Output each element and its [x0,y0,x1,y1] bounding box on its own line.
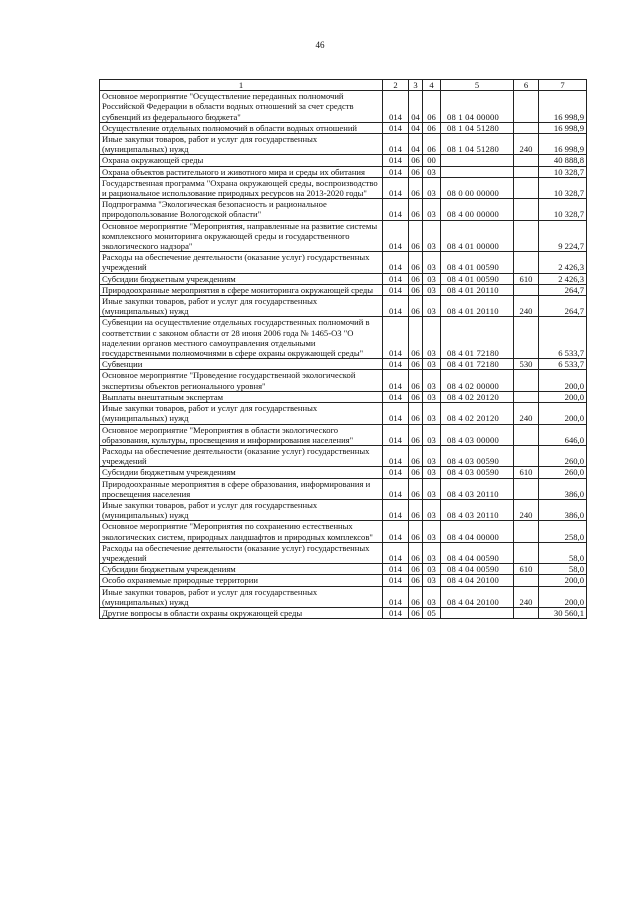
expense-type-cell [514,575,539,586]
subsection-cell: 03 [423,166,441,177]
ministry-code-cell: 014 [383,586,409,607]
row-name-cell: Субсидии бюджетным учреждениям [100,564,383,575]
section-cell: 04 [409,91,423,123]
row-name-cell: Основное мероприятие "Осуществление переданных полномочий Российской Федерации в области водных отношений за счет средств субвенций из федерального бюджета" [100,91,383,123]
target-code-cell: 08 4 03 00590 [441,467,514,478]
target-code-cell: 08 4 01 00590 [441,252,514,273]
ministry-code-cell: 014 [383,296,409,317]
row-name-cell: Особо охраняемые природные территории [100,575,383,586]
amount-cell: 2 426,3 [539,273,587,284]
row-name-cell: Иные закупки товаров, работ и услуг для государственных (муниципальных) нужд [100,134,383,155]
ministry-code-cell: 014 [383,359,409,370]
ministry-code-cell: 014 [383,370,409,391]
target-code-cell: 08 4 01 00590 [441,273,514,284]
table-row [100,296,587,317]
ministry-code-cell: 014 [383,273,409,284]
target-code-cell: 08 4 02 00000 [441,370,514,391]
subsection-cell: 03 [423,445,441,466]
ministry-code-cell: 014 [383,424,409,445]
subsection-cell: 03 [423,177,441,198]
section-cell: 06 [409,199,423,220]
table-row [100,478,587,499]
row-name-cell: Субсидии бюджетным учреждениям [100,467,383,478]
table-row [100,122,587,133]
target-code-cell: 08 4 04 00000 [441,521,514,542]
target-code-cell: 08 4 01 72180 [441,359,514,370]
amount-cell: 10 328,7 [539,166,587,177]
target-code-cell [441,607,514,618]
table-row [100,252,587,273]
row-name-cell: Иные закупки товаров, работ и услуг для государственных (муниципальных) нужд [100,403,383,424]
ministry-code-cell: 014 [383,575,409,586]
section-cell: 06 [409,478,423,499]
section-cell: 06 [409,424,423,445]
subsection-cell: 03 [423,478,441,499]
ministry-code-cell: 014 [383,521,409,542]
target-code-cell: 08 4 01 20110 [441,296,514,317]
amount-cell: 646,0 [539,424,587,445]
section-cell: 04 [409,134,423,155]
table-row [100,542,587,563]
table-row [100,91,587,123]
table-row [100,521,587,542]
expense-type-cell: 240 [514,134,539,155]
amount-cell: 10 328,7 [539,199,587,220]
ministry-code-cell: 014 [383,542,409,563]
row-name-cell: Другие вопросы в области охраны окружающей среды [100,607,383,618]
amount-cell: 200,0 [539,391,587,402]
expense-type-cell [514,542,539,563]
target-code-cell: 08 4 04 00590 [441,564,514,575]
row-name-cell: Расходы на обеспечение деятельности (оказание услуг) государственных учреждений [100,445,383,466]
target-code-cell: 08 4 03 20110 [441,499,514,520]
subsection-cell: 03 [423,317,441,359]
table-row [100,499,587,520]
row-name-cell: Расходы на обеспечение деятельности (оказание услуг) государственных учреждений [100,252,383,273]
subsection-cell: 03 [423,370,441,391]
amount-cell: 10 328,7 [539,177,587,198]
ministry-code-cell: 014 [383,134,409,155]
subsection-cell: 03 [423,220,441,252]
target-code-cell: 08 1 04 00000 [441,91,514,123]
target-code-cell [441,155,514,166]
subsection-cell: 06 [423,122,441,133]
section-cell: 06 [409,220,423,252]
expense-type-cell: 610 [514,467,539,478]
table-row [100,403,587,424]
subsection-cell: 03 [423,586,441,607]
target-code-cell: 08 0 00 00000 [441,177,514,198]
subsection-cell: 03 [423,542,441,563]
expense-type-cell: 530 [514,359,539,370]
ministry-code-cell: 014 [383,467,409,478]
section-cell: 06 [409,296,423,317]
subsection-cell: 03 [423,575,441,586]
amount-cell: 58,0 [539,542,587,563]
ministry-code-cell: 014 [383,91,409,123]
subsection-cell: 00 [423,155,441,166]
target-code-cell: 08 4 00 00000 [441,199,514,220]
section-cell: 06 [409,252,423,273]
expense-type-cell [514,391,539,402]
section-cell: 06 [409,284,423,295]
table-row [100,424,587,445]
table-row [100,155,587,166]
table-row [100,467,587,478]
section-cell: 06 [409,273,423,284]
row-name-cell: Основное мероприятие "Мероприятия, направленные на развитие системы комплексного мониторинга окружающей среды и государственного экологического надзора" [100,220,383,252]
subsection-cell: 03 [423,359,441,370]
section-cell: 06 [409,607,423,618]
expense-type-cell: 610 [514,273,539,284]
header-cell: 7 [539,80,587,91]
header-cell: 3 [409,80,423,91]
header-cell: 2 [383,80,409,91]
subsection-cell: 03 [423,521,441,542]
amount-cell: 16 998,9 [539,91,587,123]
table-row [100,317,587,359]
section-cell: 06 [409,403,423,424]
table-row [100,445,587,466]
section-cell: 06 [409,445,423,466]
expense-type-cell [514,478,539,499]
subsection-cell: 03 [423,564,441,575]
page-number: 46 [315,40,325,50]
target-code-cell: 08 4 01 00000 [441,220,514,252]
amount-cell: 58,0 [539,564,587,575]
expense-type-cell [514,91,539,123]
subsection-cell: 03 [423,199,441,220]
table-row [100,575,587,586]
target-code-cell: 08 4 04 20100 [441,586,514,607]
target-code-cell [441,166,514,177]
budget-table [99,79,587,619]
amount-cell: 200,0 [539,575,587,586]
section-cell: 06 [409,499,423,520]
expense-type-cell: 240 [514,586,539,607]
target-code-cell: 08 4 03 00000 [441,424,514,445]
table-row [100,273,587,284]
table-row [100,177,587,198]
target-code-cell: 08 4 01 72180 [441,317,514,359]
row-name-cell: Иные закупки товаров, работ и услуг для государственных (муниципальных) нужд [100,296,383,317]
target-code-cell: 08 4 04 20100 [441,575,514,586]
target-code-cell: 08 4 02 20120 [441,391,514,402]
row-name-cell: Природоохранные мероприятия в сфере образования, информирования и просвещения населения [100,478,383,499]
amount-cell: 6 533,7 [539,359,587,370]
expense-type-cell [514,317,539,359]
subsection-cell: 03 [423,403,441,424]
amount-cell: 16 998,9 [539,122,587,133]
table-row [100,220,587,252]
amount-cell: 6 533,7 [539,317,587,359]
subsection-cell: 03 [423,424,441,445]
amount-cell: 386,0 [539,478,587,499]
ministry-code-cell: 014 [383,155,409,166]
section-cell: 04 [409,122,423,133]
amount-cell: 200,0 [539,403,587,424]
section-cell: 06 [409,564,423,575]
target-code-cell: 08 4 01 20110 [441,284,514,295]
expense-type-cell [514,607,539,618]
table-header-row [100,80,587,91]
amount-cell: 200,0 [539,586,587,607]
amount-cell: 260,0 [539,445,587,466]
expense-type-cell [514,166,539,177]
expense-type-cell: 240 [514,499,539,520]
section-cell: 06 [409,317,423,359]
section-cell: 06 [409,521,423,542]
row-name-cell: Государственная программа "Охрана окружающей среды, воспроизводство и рациональное использование природных ресурсов на 2013-2020 годы" [100,177,383,198]
section-cell: 06 [409,359,423,370]
ministry-code-cell: 014 [383,166,409,177]
row-name-cell: Основное мероприятие "Проведение государственной экологической экспертизы объектов регионального уровня" [100,370,383,391]
row-name-cell: Охрана окружающей среды [100,155,383,166]
subsection-cell: 03 [423,284,441,295]
target-code-cell: 08 1 04 51280 [441,134,514,155]
target-code-cell: 08 4 02 20120 [441,403,514,424]
row-name-cell: Субсидии бюджетным учреждениям [100,273,383,284]
section-cell: 06 [409,391,423,402]
subsection-cell: 03 [423,296,441,317]
expense-type-cell [514,424,539,445]
expense-type-cell [514,521,539,542]
ministry-code-cell: 014 [383,478,409,499]
amount-cell: 9 224,7 [539,220,587,252]
expense-type-cell [514,155,539,166]
subsection-cell: 03 [423,252,441,273]
ministry-code-cell: 014 [383,252,409,273]
table-row [100,370,587,391]
ministry-code-cell: 014 [383,499,409,520]
subsection-cell: 03 [423,391,441,402]
ministry-code-cell: 014 [383,403,409,424]
expense-type-cell: 610 [514,564,539,575]
section-cell: 06 [409,542,423,563]
expense-type-cell [514,252,539,273]
expense-type-cell [514,177,539,198]
expense-type-cell [514,370,539,391]
subsection-cell: 06 [423,134,441,155]
subsection-cell: 03 [423,499,441,520]
table-row [100,199,587,220]
row-name-cell: Иные закупки товаров, работ и услуг для государственных (муниципальных) нужд [100,586,383,607]
table-row [100,166,587,177]
amount-cell: 30 560,1 [539,607,587,618]
expense-type-cell: 240 [514,403,539,424]
ministry-code-cell: 014 [383,564,409,575]
target-code-cell: 08 4 03 20110 [441,478,514,499]
row-name-cell: Субвенции [100,359,383,370]
header-cell: 6 [514,80,539,91]
row-name-cell: Природоохранные мероприятия в сфере мониторинга окружающей среды [100,284,383,295]
row-name-cell: Иные закупки товаров, работ и услуг для государственных (муниципальных) нужд [100,499,383,520]
ministry-code-cell: 014 [383,445,409,466]
table-row [100,359,587,370]
amount-cell: 200,0 [539,370,587,391]
amount-cell: 386,0 [539,499,587,520]
table-row [100,586,587,607]
subsection-cell: 06 [423,91,441,123]
subsection-cell: 03 [423,273,441,284]
expense-type-cell [514,445,539,466]
ministry-code-cell: 014 [383,122,409,133]
row-name-cell: Расходы на обеспечение деятельности (оказание услуг) государственных учреждений [100,542,383,563]
subsection-cell: 05 [423,607,441,618]
ministry-code-cell: 014 [383,220,409,252]
amount-cell: 264,7 [539,284,587,295]
row-name-cell: Подпрограмма "Экологическая безопасность и рациональное природопользование Вологодской области" [100,199,383,220]
target-code-cell: 08 4 03 00590 [441,445,514,466]
table-row [100,134,587,155]
amount-cell: 40 888,8 [539,155,587,166]
ministry-code-cell: 014 [383,391,409,402]
ministry-code-cell: 014 [383,284,409,295]
amount-cell: 264,7 [539,296,587,317]
subsection-cell: 03 [423,467,441,478]
ministry-code-cell: 014 [383,607,409,618]
section-cell: 06 [409,370,423,391]
row-name-cell: Основное мероприятие "Мероприятия в области экологического образования, культуры, просвещения и информирования населения" [100,424,383,445]
amount-cell: 2 426,3 [539,252,587,273]
amount-cell: 16 998,9 [539,134,587,155]
section-cell: 06 [409,586,423,607]
section-cell: 06 [409,177,423,198]
header-cell: 4 [423,80,441,91]
row-name-cell: Субвенции на осуществление отдельных государственных полномочий в соответствии с законом области от 28 июня 2006 года № 1465-ОЗ "О наделении органов местного самоуправления отдельными государственными полномочиями в сфере охраны окружающей среды" [100,317,383,359]
row-name-cell: Основное мероприятие "Мероприятия по сохранению естественных экологических систем, природных ландшафтов и природных комплексов" [100,521,383,542]
header-cell: 5 [441,80,514,91]
amount-cell: 258,0 [539,521,587,542]
expense-type-cell [514,122,539,133]
section-cell: 06 [409,575,423,586]
expense-type-cell [514,284,539,295]
table-row [100,391,587,402]
ministry-code-cell: 014 [383,177,409,198]
section-cell: 06 [409,166,423,177]
table-row [100,284,587,295]
target-code-cell: 08 1 04 51280 [441,122,514,133]
amount-cell: 260,0 [539,467,587,478]
row-name-cell: Осуществление отдельных полномочий в области водных отношений [100,122,383,133]
expense-type-cell: 240 [514,296,539,317]
ministry-code-cell: 014 [383,317,409,359]
header-cell: 1 [100,80,383,91]
table-row [100,607,587,618]
table-body [100,91,587,619]
section-cell: 06 [409,155,423,166]
target-code-cell: 08 4 04 00590 [441,542,514,563]
row-name-cell: Охрана объектов растительного и животного мира и среды их обитания [100,166,383,177]
table-row [100,564,587,575]
expense-type-cell [514,199,539,220]
section-cell: 06 [409,467,423,478]
expense-type-cell [514,220,539,252]
ministry-code-cell: 014 [383,199,409,220]
row-name-cell: Выплаты внештатным экспертам [100,391,383,402]
